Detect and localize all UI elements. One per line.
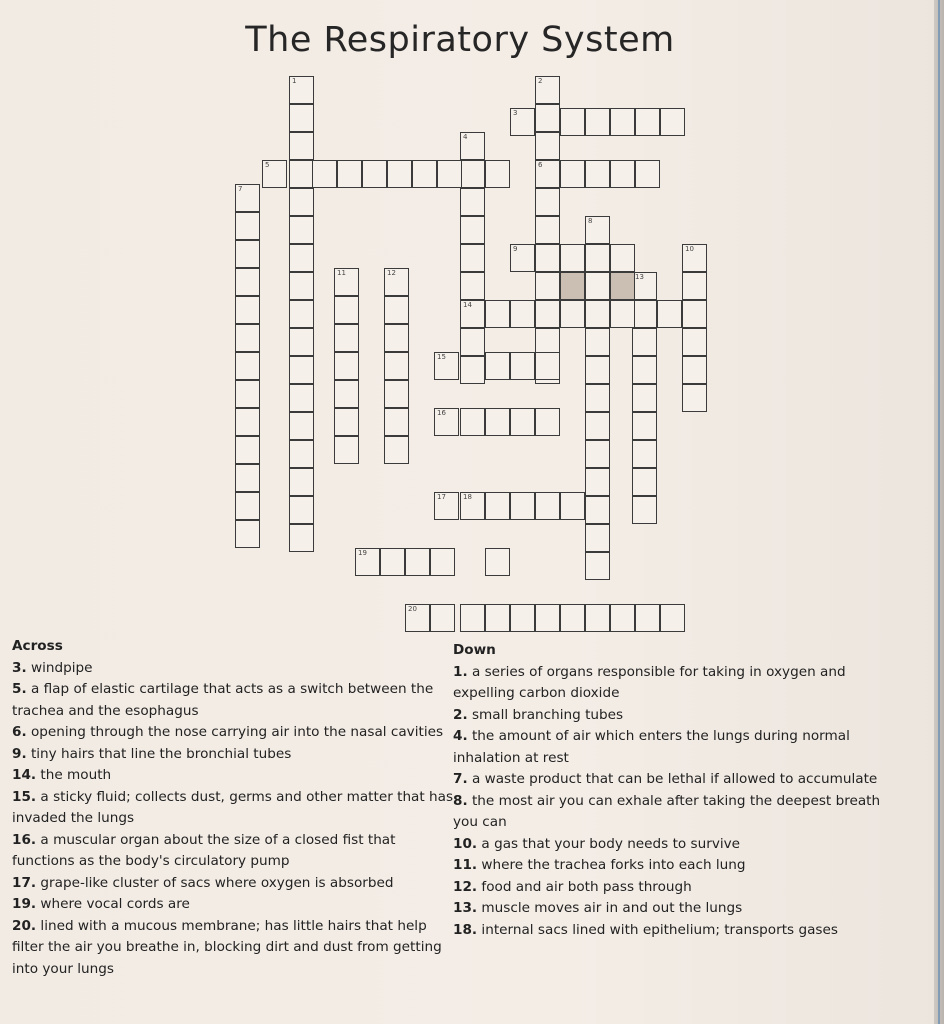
- crossword-cell[interactable]: [289, 524, 314, 552]
- across-clues: [12, 636, 457, 980]
- crossword-cell[interactable]: [235, 380, 260, 408]
- crossword-cell[interactable]: [535, 604, 560, 632]
- crossword-cell[interactable]: [682, 272, 707, 300]
- crossword-cell[interactable]: [585, 496, 610, 524]
- crossword-cell[interactable]: [460, 492, 485, 520]
- crossword-cell[interactable]: [235, 296, 260, 324]
- crossword-cell[interactable]: [384, 352, 409, 380]
- crossword-cell[interactable]: [289, 384, 314, 412]
- crossword-cell[interactable]: [585, 524, 610, 552]
- crossword-cell[interactable]: [362, 160, 387, 188]
- crossword-cell[interactable]: [632, 272, 657, 300]
- crossword-cell[interactable]: [334, 408, 359, 436]
- crossword-cell[interactable]: [585, 468, 610, 496]
- crossword-cell[interactable]: [384, 408, 409, 436]
- crossword-cell[interactable]: [635, 604, 660, 632]
- crossword-cell[interactable]: [355, 548, 380, 576]
- clue-number: 5: [265, 161, 270, 169]
- across-heading: Across: [12, 638, 63, 654]
- crossword-cell[interactable]: [334, 380, 359, 408]
- crossword-cell[interactable]: [585, 216, 610, 244]
- crossword-cell[interactable]: [657, 300, 682, 328]
- crossword-cell[interactable]: [585, 160, 610, 188]
- crossword-cell[interactable]: [430, 604, 455, 632]
- crossword-cell[interactable]: [660, 108, 685, 136]
- crossword-cell[interactable]: [610, 604, 635, 632]
- crossword-cell[interactable]: [334, 296, 359, 324]
- crossword-cell[interactable]: [384, 324, 409, 352]
- crossword-cell[interactable]: [460, 604, 485, 632]
- crossword-cell[interactable]: [235, 212, 260, 240]
- crossword-cell[interactable]: [632, 356, 657, 384]
- crossword-cell[interactable]: [334, 324, 359, 352]
- crossword-cell[interactable]: [560, 300, 585, 328]
- crossword-cell[interactable]: [682, 244, 707, 272]
- crossword-cell[interactable]: [585, 272, 610, 300]
- crossword-cell[interactable]: [535, 244, 560, 272]
- crossword-cell[interactable]: [384, 296, 409, 324]
- crossword-cell[interactable]: [485, 300, 510, 328]
- crossword-cell[interactable]: [585, 244, 610, 272]
- crossword-cell[interactable]: [289, 468, 314, 496]
- crossword-cell[interactable]: [337, 160, 362, 188]
- down-clue: 2. small branching tubes: [453, 706, 624, 723]
- crossword-cell[interactable]: [430, 548, 455, 576]
- crossword-cell[interactable]: [585, 384, 610, 412]
- crossword-cell[interactable]: [387, 160, 412, 188]
- crossword-cell[interactable]: [235, 240, 260, 268]
- clue-number: 2: [538, 77, 543, 85]
- crossword-cell[interactable]: [535, 492, 560, 520]
- crossword-cell[interactable]: [510, 492, 535, 520]
- crossword-cell[interactable]: [535, 160, 560, 188]
- clue-number: 12: [387, 269, 396, 277]
- crossword-cell[interactable]: [610, 244, 635, 272]
- across-clue: 6. opening through the nose carrying air into the nasal cavities: [12, 724, 444, 740]
- crossword-cell[interactable]: [510, 352, 535, 380]
- crossword-cell[interactable]: [632, 384, 657, 412]
- clue-number: 10: [685, 245, 694, 253]
- crossword-cell[interactable]: [610, 160, 635, 188]
- crossword-cell[interactable]: [535, 188, 560, 216]
- crossword-cell[interactable]: [460, 244, 485, 272]
- down-clue: 18. internal sacs lined with epithelium; transports gases: [453, 921, 838, 938]
- crossword-cell[interactable]: [585, 440, 610, 468]
- crossword-cell[interactable]: [289, 440, 314, 468]
- crossword-cell[interactable]: [560, 492, 585, 520]
- clue-number: 13: [635, 273, 644, 281]
- crossword-cell[interactable]: [235, 492, 260, 520]
- crossword-cell[interactable]: [535, 76, 560, 104]
- crossword-cell[interactable]: [434, 492, 459, 520]
- crossword-cell[interactable]: [632, 468, 657, 496]
- crossword-cell[interactable]: [289, 300, 314, 328]
- clue-number: 8: [588, 217, 593, 225]
- crossword-cell[interactable]: [535, 300, 560, 328]
- crossword-cell[interactable]: [660, 604, 685, 632]
- clue-number: 7: [238, 185, 243, 193]
- crossword-cell[interactable]: [560, 604, 585, 632]
- crossword-cell[interactable]: [235, 520, 260, 548]
- crossword-cell-shaded[interactable]: [560, 272, 585, 300]
- crossword-cell[interactable]: [235, 324, 260, 352]
- crossword-cell[interactable]: [610, 300, 635, 328]
- crossword-cell[interactable]: [460, 408, 485, 436]
- clue-number: 4: [463, 133, 468, 141]
- crossword-cell[interactable]: [312, 160, 337, 188]
- crossword-cell[interactable]: [682, 328, 707, 356]
- clue-number: 18: [463, 493, 472, 501]
- down-clue: 1. a series of organs responsible for taking in oxygen and expelling carbon dioxide: [453, 663, 846, 701]
- down-clue: 8. the most air you can exhale after taking the deepest breath you can: [453, 792, 881, 830]
- crossword-cell[interactable]: [585, 328, 610, 356]
- clue-number: 19: [358, 549, 367, 557]
- crossword-cell[interactable]: [510, 408, 535, 436]
- crossword-cell[interactable]: [635, 160, 660, 188]
- crossword-cell[interactable]: [535, 216, 560, 244]
- crossword-cell[interactable]: [635, 108, 660, 136]
- crossword-cell[interactable]: [235, 352, 260, 380]
- crossword-cell[interactable]: [384, 436, 409, 464]
- crossword-cell[interactable]: [289, 76, 314, 104]
- crossword-cell[interactable]: [585, 552, 610, 580]
- across-clue: 16. a muscular organ about the size of a closed fist that functions as the body's circulatory pump: [12, 831, 396, 869]
- crossword-cell[interactable]: [289, 356, 314, 384]
- crossword-cell[interactable]: [262, 160, 287, 188]
- crossword-cell[interactable]: [289, 160, 314, 188]
- crossword-cell[interactable]: [289, 216, 314, 244]
- crossword-cell[interactable]: [460, 188, 485, 216]
- crossword-cell[interactable]: [585, 412, 610, 440]
- crossword-cell[interactable]: [610, 108, 635, 136]
- down-clue: 13. muscle moves air in and out the lungs: [453, 900, 743, 916]
- crossword-cell[interactable]: [384, 268, 409, 296]
- clue-number: 9: [513, 245, 518, 253]
- crossword-cell[interactable]: [535, 132, 560, 160]
- across-clue: 19. where vocal cords are: [12, 896, 190, 912]
- down-clues: [453, 640, 903, 941]
- crossword-cell[interactable]: [485, 160, 510, 188]
- crossword-cell[interactable]: [405, 604, 430, 632]
- crossword-cell[interactable]: [485, 604, 510, 632]
- clue-number: 6: [538, 161, 543, 169]
- crossword-cell[interactable]: [235, 184, 260, 212]
- across-clue: 17. grape-like cluster of sacs where oxygen is absorbed: [12, 874, 394, 891]
- clue-number: 16: [437, 409, 446, 417]
- crossword-cell[interactable]: [460, 216, 485, 244]
- crossword-cell[interactable]: [632, 328, 657, 356]
- crossword-cell[interactable]: [682, 300, 707, 328]
- clue-number: 14: [463, 301, 472, 309]
- crossword-cell[interactable]: [510, 300, 535, 328]
- across-clue: 14. the mouth: [12, 767, 112, 783]
- crossword-cell[interactable]: [485, 548, 510, 576]
- across-clue: 3. windpipe: [12, 659, 93, 676]
- crossword-cell[interactable]: [632, 440, 657, 468]
- crossword-cell[interactable]: [632, 300, 657, 328]
- crossword-cell[interactable]: [460, 160, 485, 188]
- crossword-cell[interactable]: [289, 244, 314, 272]
- down-clue: 12. food and air both pass through: [453, 878, 692, 895]
- crossword-cell[interactable]: [380, 548, 405, 576]
- crossword-cell[interactable]: [235, 464, 260, 492]
- crossword-cell[interactable]: [535, 104, 560, 132]
- crossword-cell[interactable]: [560, 244, 585, 272]
- down-clue: 11. where the trachea forks into each lung: [453, 857, 746, 873]
- crossword-cell[interactable]: [560, 108, 585, 136]
- crossword-cell[interactable]: [460, 132, 485, 160]
- crossword-cell[interactable]: [235, 268, 260, 296]
- crossword-cell[interactable]: [632, 412, 657, 440]
- crossword-cell[interactable]: [585, 604, 610, 632]
- crossword-cell[interactable]: [405, 548, 430, 576]
- crossword-cell[interactable]: [289, 188, 314, 216]
- crossword-cell[interactable]: [412, 160, 437, 188]
- crossword-cell[interactable]: [460, 328, 485, 356]
- crossword-cell[interactable]: [560, 160, 585, 188]
- across-clue: 5. a flap of elastic cartilage that acts as a switch between the trachea and the esophagus: [12, 681, 434, 719]
- page-edge-line: [938, 0, 940, 1024]
- crossword-cell[interactable]: [334, 352, 359, 380]
- crossword-cell[interactable]: [682, 384, 707, 412]
- crossword-cell[interactable]: [334, 268, 359, 296]
- across-clue: 15. a sticky fluid; collects dust, germs and other matter that has invaded the lungs: [12, 788, 454, 826]
- down-clue: 10. a gas that your body needs to survive: [453, 835, 741, 852]
- crossword-cell[interactable]: [289, 496, 314, 524]
- clue-number: 17: [437, 493, 446, 501]
- crossword-cell[interactable]: [485, 408, 510, 436]
- crossword-cell[interactable]: [632, 496, 657, 524]
- crossword-cell[interactable]: [510, 108, 535, 136]
- crossword-cell[interactable]: [437, 160, 462, 188]
- crossword-cell[interactable]: [460, 300, 485, 328]
- crossword-cell[interactable]: [289, 412, 314, 440]
- crossword-cell[interactable]: [289, 328, 314, 356]
- crossword-cell[interactable]: [510, 244, 535, 272]
- across-clue: 20. lined with a mucous membrane; has little hairs that help filter the air you breathe in, blocking dirt and dust from getting into your lungs: [12, 917, 442, 977]
- crossword-cell[interactable]: [585, 356, 610, 384]
- crossword-cell[interactable]: [434, 408, 459, 436]
- across-clue: 9. tiny hairs that line the bronchial tubes: [12, 745, 292, 762]
- crossword-cell[interactable]: [334, 436, 359, 464]
- clue-number: 1: [292, 77, 297, 85]
- crossword-cell[interactable]: [585, 108, 610, 136]
- crossword-cell[interactable]: [289, 132, 314, 160]
- crossword-cell[interactable]: [384, 380, 409, 408]
- clue-number: 3: [513, 109, 518, 117]
- crossword-cell[interactable]: [289, 272, 314, 300]
- crossword-cell-shaded[interactable]: [610, 272, 635, 300]
- clue-number: 11: [337, 269, 346, 277]
- crossword-cell[interactable]: [434, 352, 459, 380]
- down-clue: 7. a waste product that can be lethal if allowed to accumulate: [453, 771, 878, 787]
- crossword-cell[interactable]: [535, 408, 560, 436]
- crossword-cell[interactable]: [535, 272, 560, 300]
- crossword-cell[interactable]: [235, 436, 260, 464]
- crossword-cell[interactable]: [682, 356, 707, 384]
- clue-number: 20: [408, 605, 417, 613]
- crossword-cell[interactable]: [235, 408, 260, 436]
- crossword-cell[interactable]: [485, 352, 510, 380]
- crossword-cell[interactable]: [510, 604, 535, 632]
- crossword-cell[interactable]: [289, 104, 314, 132]
- down-clue: 4. the amount of air which enters the lungs during normal inhalation at rest: [453, 728, 850, 766]
- page-title: The Respiratory System: [245, 20, 675, 60]
- crossword-cell[interactable]: [485, 492, 510, 520]
- clue-number: 15: [437, 353, 446, 361]
- crossword-cell[interactable]: [460, 272, 485, 300]
- crossword-cell[interactable]: [585, 300, 610, 328]
- crossword-cell[interactable]: [460, 356, 485, 384]
- crossword-cell[interactable]: [535, 352, 560, 380]
- down-heading: Down: [453, 642, 496, 658]
